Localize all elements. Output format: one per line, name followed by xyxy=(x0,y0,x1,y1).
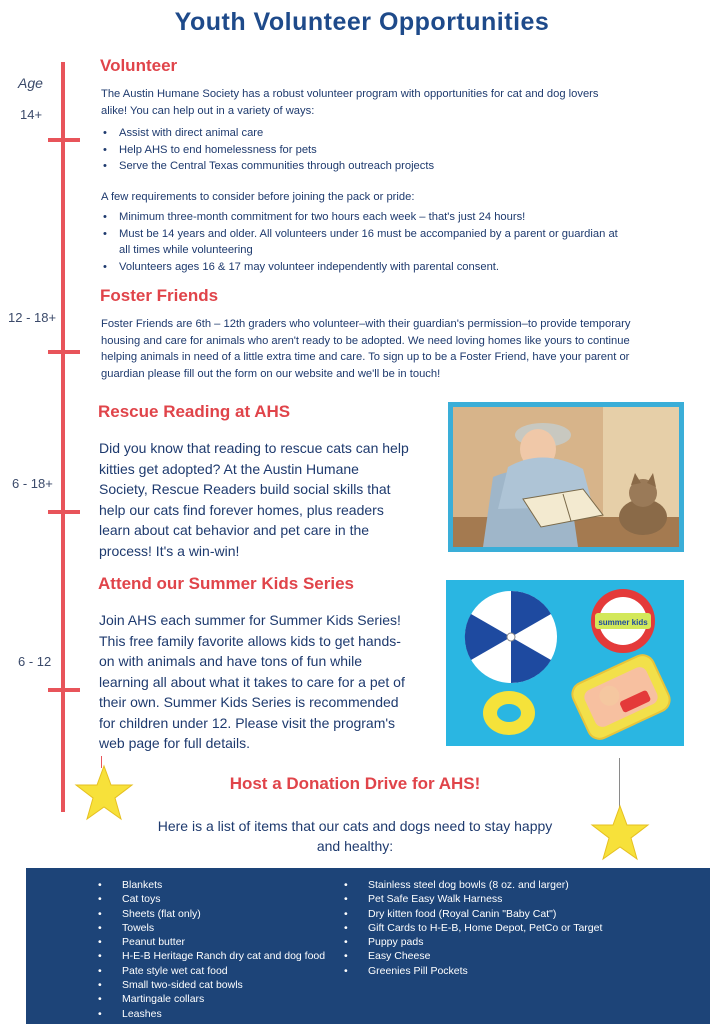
list-item: • Martingale collars xyxy=(98,992,358,1006)
beach-illustration-image xyxy=(451,585,679,741)
foster-text: Foster Friends are 6th – 12th graders who volunteer–with their guardian's permission–to provide temporary housing and care for animals who aren't ready to be adopted. We need loving homes like yours to continue helping animals in need of a little extra time and care. To sign up to be a Foster Friend, have your parent or guardian please fill out the form on our website and we'll be in touch! xyxy=(101,318,631,380)
reading-photo xyxy=(448,402,684,552)
timeline-tick xyxy=(48,350,80,354)
list-item: • Minimum three-month commitment for two hours each week – that's just 24 hours! xyxy=(119,209,621,226)
list-item: • Assist with direct animal care xyxy=(119,125,621,142)
volunteer-ways-list xyxy=(101,125,621,175)
list-item: • Peanut butter xyxy=(98,935,358,949)
timeline-tick xyxy=(48,510,80,514)
volunteer-section xyxy=(101,86,621,275)
list-item: • Cat toys xyxy=(98,892,358,906)
donation-list-right xyxy=(344,878,684,978)
summer-title: Attend our Summer Kids Series xyxy=(98,574,355,593)
star-string xyxy=(619,758,620,808)
list-item: • Towels xyxy=(98,921,358,935)
reading-title: Rescue Reading at AHS xyxy=(98,402,291,421)
summer-text: Join AHS each summer for Summer Kids Series! This free family favorite allows kids to get hands-on with animals and have tons of fun while learning all about what it takes to care for a pet of their own. Summer Kids Series is recommended for children under 12. Please visit the program's web page for full details. xyxy=(99,612,405,751)
star-icon xyxy=(590,804,650,862)
timeline-tick xyxy=(48,138,80,142)
donation-title: Host a Donation Drive for AHS! xyxy=(229,774,481,793)
list-item: • H-E-B Heritage Ranch dry cat and dog food xyxy=(98,949,358,963)
list-item: • Puppy pads xyxy=(344,935,684,949)
requirements-intro: A few requirements to consider before joining the pack or pride: xyxy=(101,190,415,203)
list-item: • Easy Cheese xyxy=(344,949,684,963)
donation-subtitle: Here is a list of items that our cats and dogs need to stay happy and healthy: xyxy=(157,818,553,854)
list-item: • Greenies Pill Pockets xyxy=(344,964,684,978)
list-item: • Sheets (flat only) xyxy=(98,907,358,921)
summer-kids-badge: summer kids xyxy=(598,618,648,627)
list-item: • Stainless steel dog bowls (8 oz. and larger) xyxy=(344,878,684,892)
age-foster: 12 - 18+ xyxy=(8,310,57,325)
girl-reading-to-cat-image xyxy=(453,407,679,547)
requirements-list xyxy=(101,209,621,275)
age-reading: 6 - 18+ xyxy=(12,476,53,491)
page-title: Youth Volunteer Opportunities xyxy=(174,8,550,36)
foster-title: Foster Friends xyxy=(100,286,219,305)
donation-list-left xyxy=(98,878,358,1021)
reading-text: Did you know that reading to rescue cats can help kitties get adopted? At the Austin Humane Society, Rescue Readers build social skills that help our cats find forever homes, plus readers learn about cat behavior and pet care in the process! It's a win-win! xyxy=(99,440,409,559)
summer-kids-illustration xyxy=(446,580,684,746)
timeline-line xyxy=(61,62,65,812)
list-item: • Serve the Central Texas communities through outreach projects xyxy=(119,158,621,175)
list-item: • Blankets xyxy=(98,878,358,892)
list-item: • Leashes xyxy=(98,1007,358,1021)
age-volunteer: 14+ xyxy=(20,107,43,122)
list-item: • Volunteers ages 16 & 17 may volunteer independently with parental consent. xyxy=(119,259,621,276)
star-string xyxy=(101,756,102,768)
donation-items-box xyxy=(26,868,710,1024)
star-icon xyxy=(74,764,134,822)
list-item: • Help AHS to end homelessness for pets xyxy=(119,142,621,159)
timeline-tick xyxy=(48,688,80,692)
age-heading: Age xyxy=(18,75,43,91)
list-item: • Dry kitten food (Royal Canin "Baby Cat") xyxy=(344,907,684,921)
list-item: • Must be 14 years and older. All volunteers under 16 must be accompanied by a parent or guardian at all times while volunteering xyxy=(119,226,621,259)
volunteer-intro: The Austin Humane Society has a robust volunteer program with opportunities for cat and dog lovers alike! You can help out in a variety of ways: xyxy=(101,88,599,117)
list-item: • Pet Safe Easy Walk Harness xyxy=(344,892,684,906)
volunteer-title: Volunteer xyxy=(100,56,178,75)
list-item: • Pate style wet cat food xyxy=(98,964,358,978)
list-item: • Small two-sided cat bowls xyxy=(98,978,358,992)
age-summer: 6 - 12 xyxy=(18,654,52,669)
list-item: • Gift Cards to H-E-B, Home Depot, PetCo or Target xyxy=(344,921,684,935)
